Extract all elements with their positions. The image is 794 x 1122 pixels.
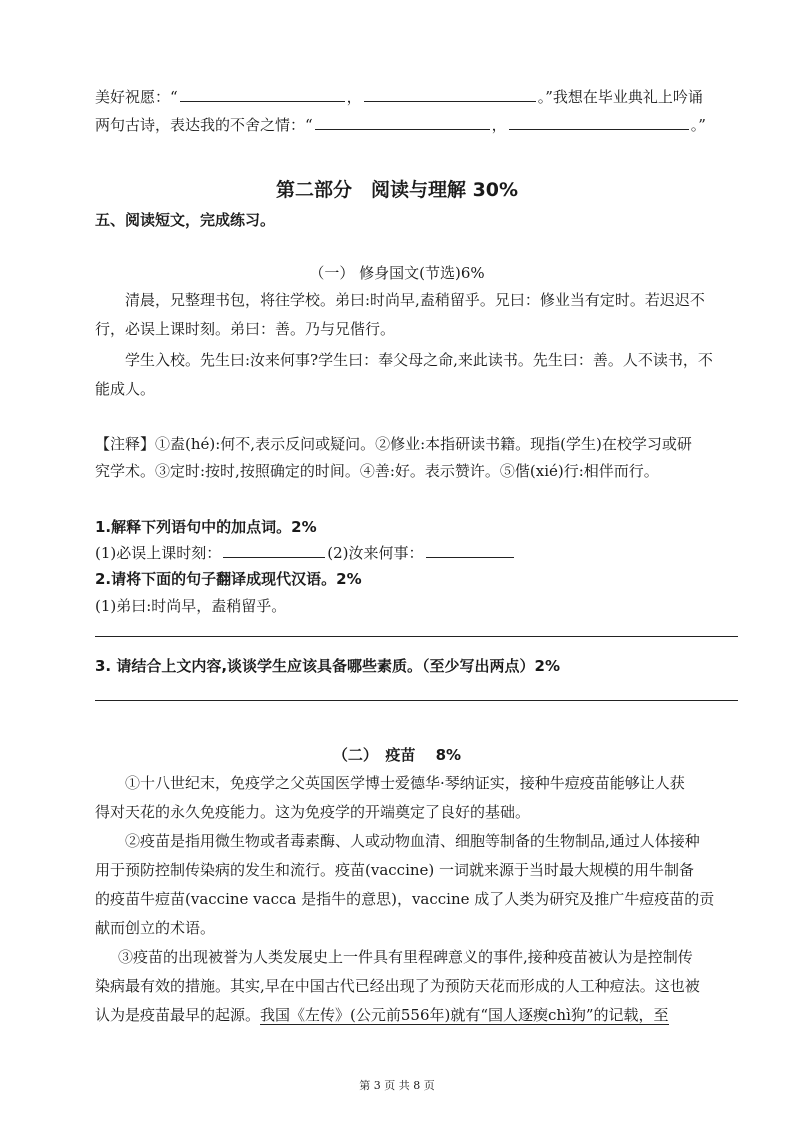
fill-line-2-suffix: 。” bbox=[690, 116, 706, 134]
fill-line-2-prefix: 两句古诗，表达我的不舍之情：“ bbox=[95, 116, 313, 134]
fill-line-1-mid: ， bbox=[346, 88, 362, 106]
answer-blank[interactable] bbox=[180, 87, 345, 102]
fill-line-2-mid: ， bbox=[491, 116, 507, 134]
question-3-title: 3. 请结合上文内容,谈谈学生应该具备哪些素质。（至少写出两点）2% bbox=[95, 657, 561, 675]
section-5-title: 五、阅读短文，完成练习。 bbox=[95, 211, 276, 229]
answer-blank[interactable] bbox=[426, 543, 514, 558]
passage-2-para-2-line-3: 的疫苗牛痘苗(vaccine vacca 是指牛的意思)，vaccine 成了人类为研究及推广牛痘疫苗的贡 bbox=[95, 890, 715, 908]
question-1-item-2: (2)汝来何事： bbox=[327, 544, 424, 562]
passage-2-para-2-line-1: ②疫苗是指用微生物或者毒素酶、人或动物血清、细胞等制备的生物制品,通过人体接种 bbox=[125, 832, 700, 850]
answer-blank[interactable] bbox=[315, 115, 490, 130]
passage-2-underlined-text: 我国《左传》(公元前556年)就有“国人逐瘈chì狗”的记载，至 bbox=[260, 1006, 669, 1024]
passage-2-para-3-line-2: 染病最有效的措施。其实,早在中国古代已经出现了为预防天花而形成的人工种痘法。这也被 bbox=[95, 977, 700, 995]
passage-2-para-2-line-2: 用于预防控制传染病的发生和流行。疫苗(vaccine) 一词就来源于当时最大规模的用牛制备 bbox=[95, 861, 695, 879]
question-1-item-1: (1)必误上课时刻： bbox=[95, 544, 222, 562]
passage-2-para-3-line-1: ③疫苗的出现被誉为人类发展史上一件具有里程碑意义的事件,接种疫苗被认为是控制传 bbox=[118, 948, 693, 966]
page-number: 第 3 页 共 8 页 bbox=[359, 1079, 435, 1092]
question-1-items bbox=[95, 542, 516, 564]
question-1-title: 1.解释下列语句中的加点词。2% bbox=[95, 518, 317, 536]
passage-2-para-3-line-3 bbox=[95, 1004, 669, 1026]
passage-1-heading: （一） 修身国文(节选)6% bbox=[309, 264, 485, 282]
passage-2-para-1-line-1: ①十八世纪末，免疫学之父英国医学博士爱德华·琴纳证实，接种牛痘疫苗能够让人获 bbox=[125, 774, 685, 792]
fill-line-1 bbox=[95, 86, 703, 108]
passage-2-para-1-line-2: 得对天花的永久免疫能力。这为免疫学的开端奠定了良好的基础。 bbox=[95, 803, 531, 821]
passage-1-para-2-line-2: 能成人。 bbox=[95, 380, 156, 398]
answer-blank[interactable] bbox=[364, 87, 536, 102]
passage-1-para-1-line-2: 行，必误上课时刻。弟曰：善。乃与兄偕行。 bbox=[95, 320, 396, 338]
answer-blank[interactable] bbox=[509, 115, 689, 130]
passage-1-note-line-2: 究学术。③定时:按时,按照确定的时间。④善:好。表示赞许。⑤偕(xié)行:相伴而行。 bbox=[95, 462, 659, 480]
passage-2-para-3-line-3-plain: 认为是疫苗最早的起源。 bbox=[95, 1006, 261, 1024]
passage-2-para-2-line-4: 献而创立的术语。 bbox=[95, 919, 216, 937]
passage-1-note-line-1: 【注释】①盍(hé):何不,表示反问或疑问。②修业:本指研读书籍。现指(学生)在校学习或研 bbox=[95, 435, 692, 453]
question-2-item-1: (1)弟曰:时尚早，盍稍留乎。 bbox=[95, 597, 287, 615]
fill-line-1-suffix: 。”我想在毕业典礼上吟诵 bbox=[537, 88, 703, 106]
fill-line-2 bbox=[95, 114, 706, 136]
passage-1-para-2-line-1: 学生入校。先生曰:汝来何事?学生曰：奉父母之命,来此读书。先生曰：善。人不读书，不 bbox=[125, 351, 713, 369]
passage-1-para-1-line-1: 清晨，兄整理书包，将往学校。弟曰:时尚早,盍稍留乎。兄曰：修业当有定时。若迟迟不 bbox=[125, 291, 705, 309]
passage-2-heading: （二） 疫苗 8% bbox=[332, 746, 462, 764]
answer-line[interactable] bbox=[95, 636, 738, 637]
part-title: 第二部分 阅读与理解 30% bbox=[275, 179, 519, 201]
fill-line-1-prefix: 美好祝愿：“ bbox=[95, 88, 178, 106]
question-2-title: 2.请将下面的句子翻译成现代汉语。2% bbox=[95, 570, 362, 588]
answer-blank[interactable] bbox=[223, 543, 325, 558]
answer-line[interactable] bbox=[95, 700, 738, 701]
